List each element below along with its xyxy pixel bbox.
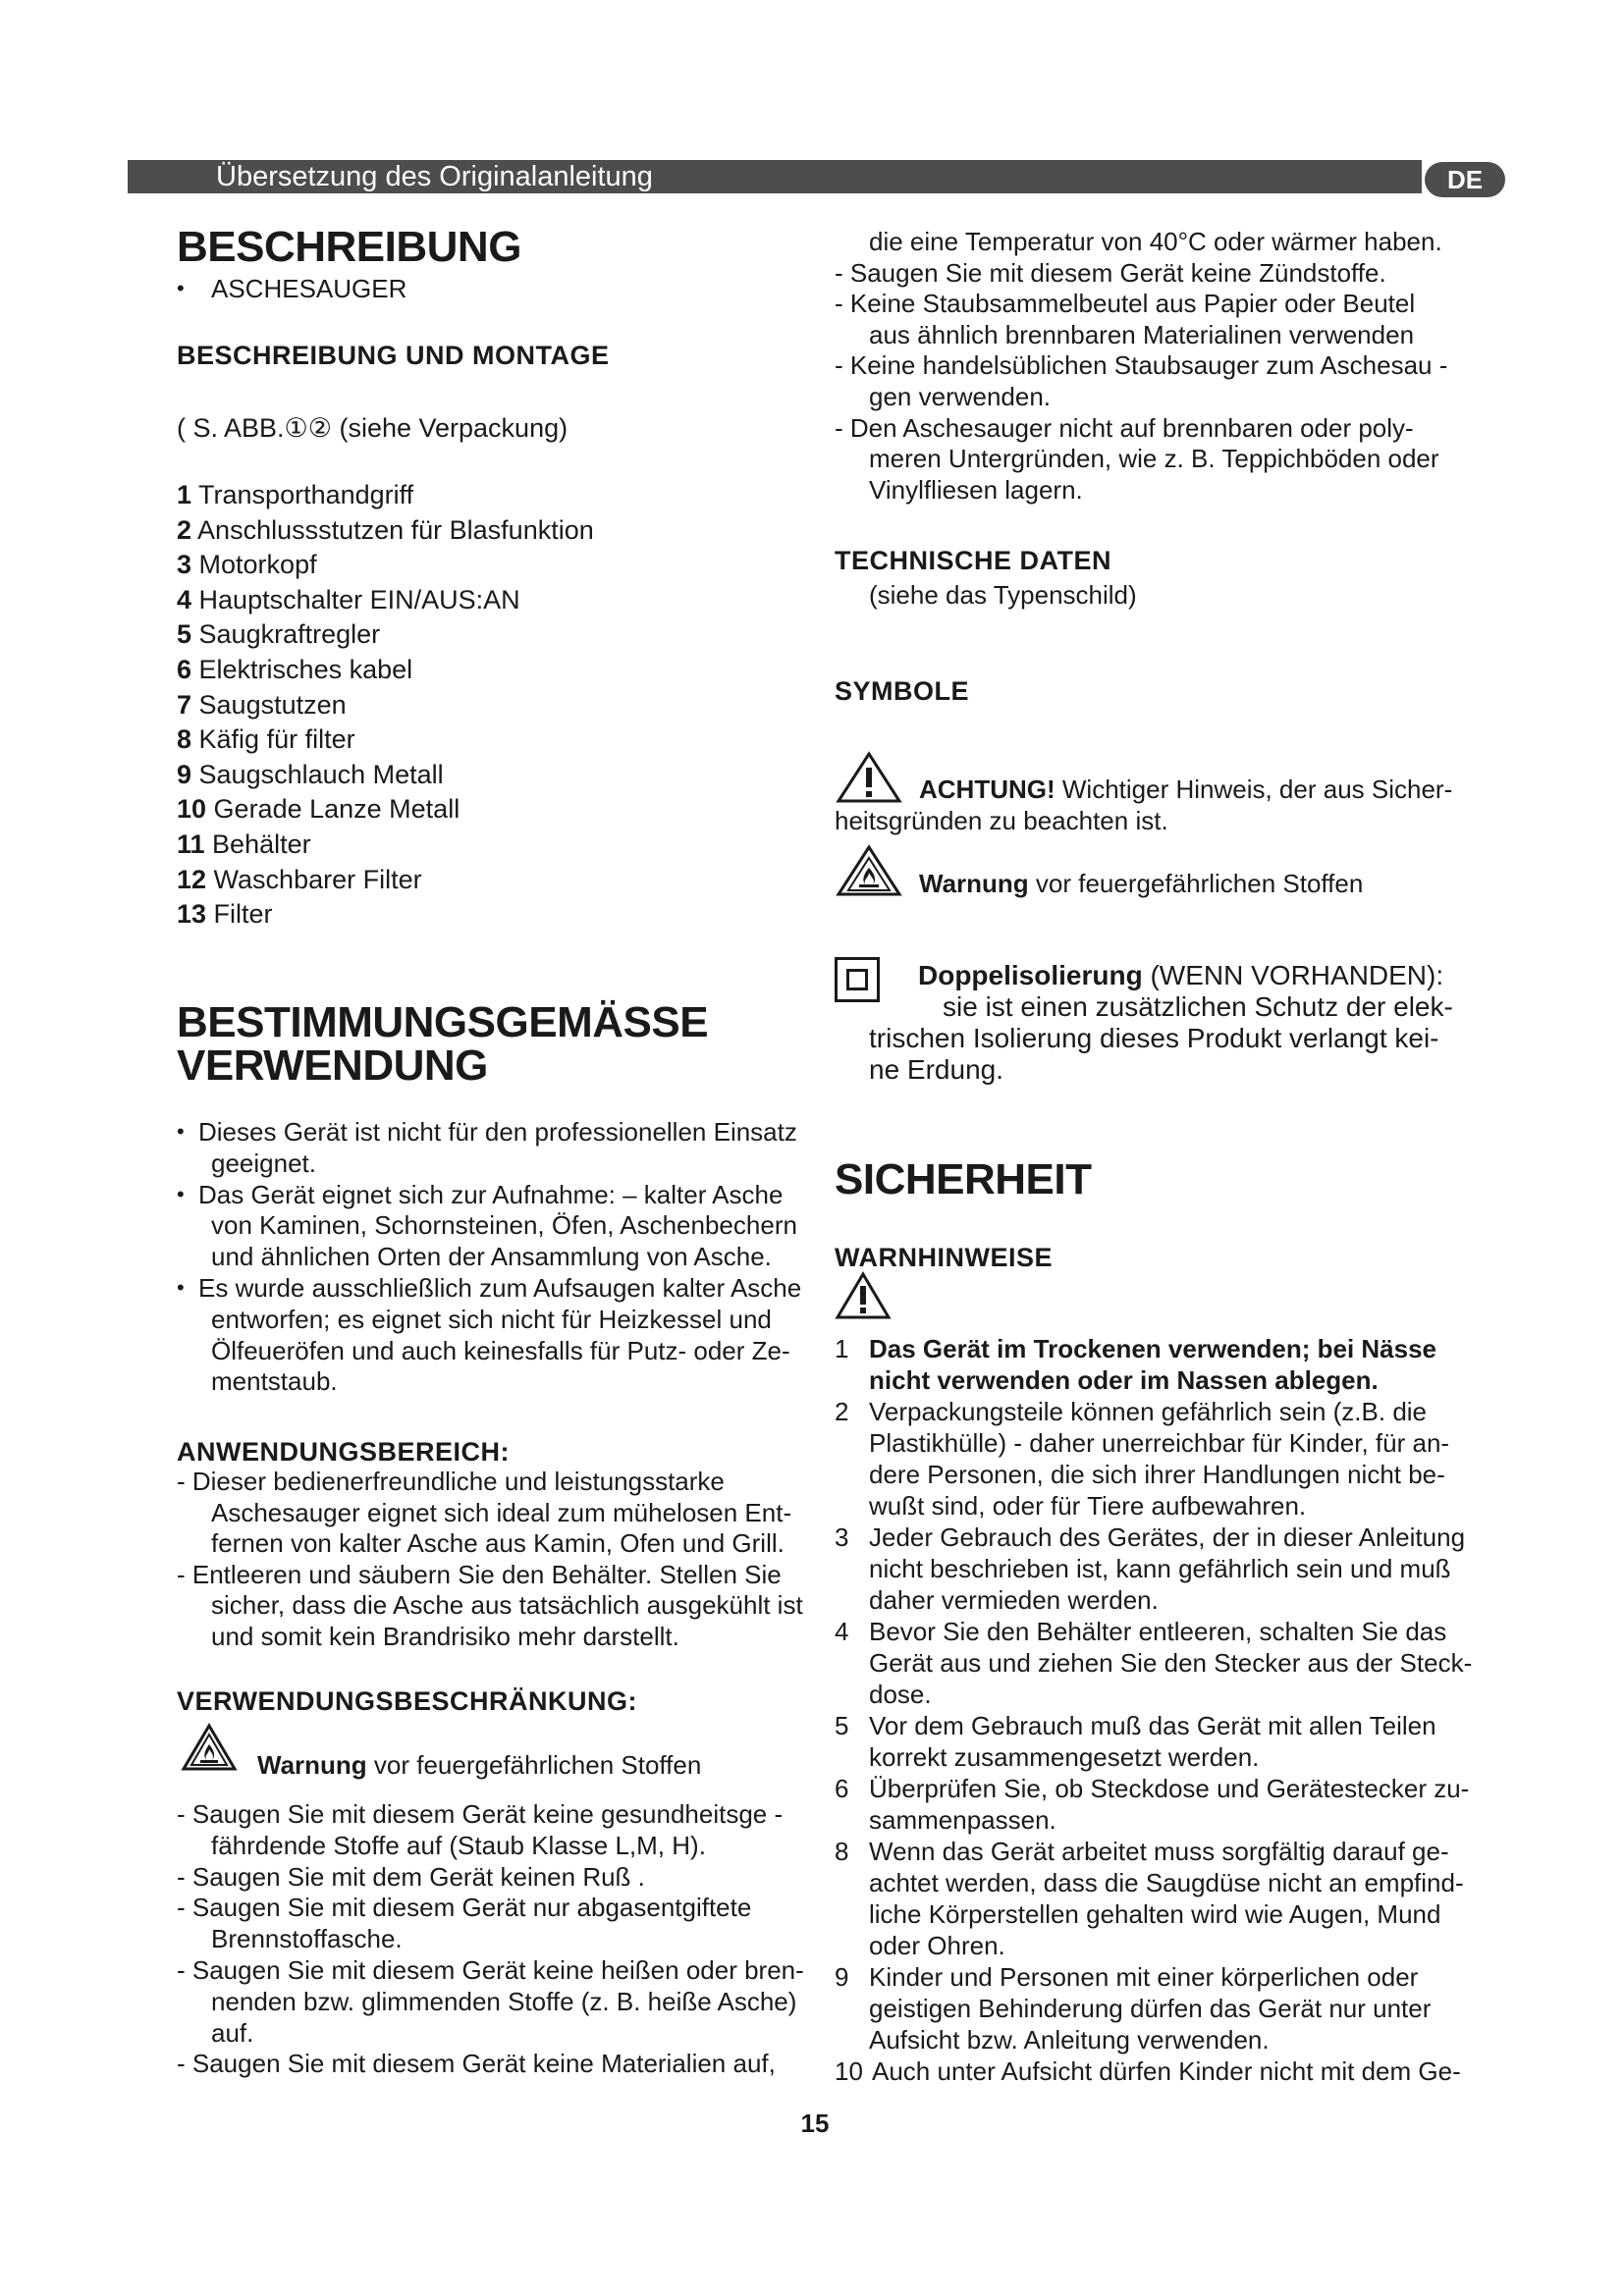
part-number: 1: [177, 480, 192, 509]
beschraenkung-line: - Saugen Sie mit diesem Gerät nur abgasentgiftete: [177, 1893, 752, 1923]
part-label: Hauptschalter EIN/AUS:AN: [191, 584, 520, 614]
warning-number: 9: [835, 1962, 849, 1992]
warning-line: geistigen Behinderung dürfen das Gerät nur unter: [869, 1994, 1432, 2023]
verwendung-line: von Kaminen, Schornsteinen, Öfen, Aschenbechern: [211, 1210, 797, 1241]
restriction-line: die eine Temperatur von 40°C oder wärmer haben.: [869, 227, 1442, 256]
technische-daten-text: (siehe das Typenschild): [869, 580, 1137, 610]
beschraenkung-line: - Saugen Sie mit diesem Gerät keine Materialien auf,: [177, 2049, 776, 2079]
part-label: Saugschlauch Metall: [191, 759, 444, 789]
part-item: [177, 654, 412, 685]
part-item: [177, 549, 317, 580]
doppel-line: ne Erdung.: [869, 1054, 1003, 1085]
warning-line: nicht verwenden oder im Nassen ablegen.: [869, 1365, 1379, 1395]
section-title-verwendung-1: BESTIMMUNGSGEMÄSSE: [177, 998, 709, 1046]
warning-line: achtet werden, dass die Saugdüse nicht an empfind-: [869, 1868, 1464, 1897]
restriction-line: aus ähnlich brennbaren Materialinen verwenden: [869, 319, 1415, 349]
warning-line: dose.: [869, 1680, 932, 1709]
part-item: [177, 864, 422, 895]
doppel-rest: (WENN VORHANDEN):: [1142, 960, 1444, 990]
warning-number: 3: [835, 1522, 849, 1552]
part-label: Transporthandgriff: [191, 480, 414, 509]
fire-warning-icon: [835, 844, 903, 897]
part-number: 6: [177, 655, 192, 684]
restriction-line: meren Untergründen, wie z. B. Teppichböden oder: [869, 444, 1439, 474]
verwendung-line: und ähnlichen Orten der Ansammlung von Asche.: [211, 1242, 772, 1272]
anwendung-line: fernen von kalter Asche aus Kamin, Ofen und Grill.: [211, 1528, 785, 1558]
part-label: Käfig für filter: [191, 724, 355, 755]
part-label: Saugkraftregler: [191, 619, 381, 650]
warning-number: 10: [835, 2056, 863, 2086]
warning-line: Auch unter Aufsicht dürfen Kinder nicht mit dem Ge-: [872, 2056, 1461, 2086]
part-label: Gerade Lanze Metall: [206, 794, 460, 825]
beschraenkung-line: Brennstoffasche.: [211, 1924, 403, 1954]
section-title-verwendung-2: VERWENDUNG: [177, 1041, 488, 1090]
part-number: 11: [177, 829, 205, 859]
achtung-line-1: [919, 774, 1452, 805]
part-number: 12: [177, 864, 207, 894]
warning-line: Verpackungsteile können gefährlich sein (z.B. die: [869, 1397, 1428, 1426]
part-number: 13: [177, 899, 207, 930]
part-item: [177, 759, 444, 790]
header-title: Übersetzung des Originalanleitung: [216, 161, 653, 192]
verwendung-line: Es wurde ausschließlich zum Aufsaugen kalter Asche: [198, 1273, 802, 1303]
section-title-beschreibung: BESCHREIBUNG: [177, 223, 521, 271]
verwendung-line: Ölfeueröfen und auch keinesfalls für Putz- oder Ze-: [211, 1335, 790, 1365]
warning-line: korrekt zusammengesetzt werden.: [869, 1742, 1260, 1772]
part-number: 10: [177, 794, 207, 825]
doppel-line-1: [918, 960, 1443, 991]
part-item: [177, 723, 355, 755]
verwendung-line: Das Gerät eignet sich zur Aufnahme: – kalter Asche: [198, 1179, 784, 1209]
caution-icon: [835, 751, 903, 804]
part-item: [177, 584, 520, 615]
warning-line: Kinder und Personen mit einer körperlichen oder: [869, 1962, 1419, 1992]
fire-warning-rest: vor feuergefährlichen Stoffen: [1028, 869, 1364, 898]
part-item: [177, 898, 273, 930]
part-label: Filter: [206, 899, 273, 930]
warning-number: 4: [835, 1617, 849, 1646]
verwendung-line: Dieses Gerät ist nicht für den professionellen Einsatz: [198, 1117, 797, 1147]
part-number: 3: [177, 550, 192, 580]
bullet-icon: •: [177, 276, 185, 300]
bullet-icon: •: [177, 1119, 185, 1144]
warning-line: Überprüfen Sie, ob Steckdose und Gerätestecker zu-: [869, 1774, 1470, 1803]
language-badge: [1425, 162, 1505, 197]
anwendung-line: - Dieser bedienerfreundliche und leistungsstarke: [177, 1467, 725, 1496]
warning-number: 2: [835, 1397, 849, 1426]
restriction-line: gen verwenden.: [869, 382, 1052, 411]
restriction-line: - Saugen Sie mit diesem Gerät keine Zündstoffe.: [835, 257, 1386, 288]
subtitle-beschraenkung: VERWENDUNGSBESCHRÄNKUNG:: [177, 1686, 638, 1716]
part-label: Motorkopf: [191, 550, 317, 580]
part-item: [177, 618, 380, 650]
achtung-rest: Wichtiger Hinweis, der aus Sicher-: [1055, 774, 1453, 804]
warning-number: 1: [835, 1334, 849, 1363]
part-label: Behälter: [204, 829, 311, 859]
header-bar: [128, 160, 1422, 193]
warning-line: Wenn das Gerät arbeitet muss sorgfältig darauf ge-: [869, 1837, 1449, 1866]
warning-line: daher vermieden werden.: [869, 1585, 1159, 1615]
doppel-line: sie ist einen zusätzlichen Schutz der elek-: [943, 991, 1453, 1022]
part-label: Anschlussstutzen für Blasfunktion: [191, 514, 594, 545]
verwendung-line: mentstaub.: [211, 1366, 338, 1397]
warning-number: 6: [835, 1774, 849, 1803]
restriction-line: - Keine handelsüblichen Staubsauger zum Aschesau -: [835, 350, 1448, 381]
warning-line: Gerät aus und ziehen Sie den Stecker aus der Steck-: [869, 1648, 1473, 1678]
page-number: 15: [800, 2109, 830, 2138]
fire-warning-icon: [181, 1723, 238, 1772]
anwendung-line: sicher, dass die Asche aus tatsächlich ausgekühlt ist: [211, 1590, 803, 1620]
warning-number: 8: [835, 1837, 849, 1866]
warning-line: liche Körperstellen gehalten wird wie Augen, Mund: [869, 1899, 1441, 1929]
restriction-line: - Den Aschesauger nicht auf brennbaren oder poly-: [835, 412, 1414, 443]
subtitle-montage: BESCHREIBUNG UND MONTAGE: [177, 341, 610, 370]
achtung-bold: ACHTUNG!: [919, 774, 1056, 804]
verwendung-line: geeignet.: [211, 1148, 316, 1178]
fire-warning-rest: vor feuergefährlichen Stoffen: [366, 1750, 702, 1780]
bullet-icon: •: [177, 1181, 185, 1206]
warning-number: 5: [835, 1711, 849, 1740]
beschraenkung-line: fährdende Stoffe auf (Staub Klasse L,M, H).: [211, 1830, 706, 1860]
part-number: 2: [177, 514, 192, 545]
anwendung-line: Aschesauger eignet sich ideal zum mühelosen Ent-: [211, 1497, 792, 1527]
anwendung-line: - Entleeren und säubern Sie den Behälter. Stellen Sie: [177, 1559, 782, 1589]
warning-line: dere Personen, die sich ihrer Handlungen nicht be-: [869, 1460, 1445, 1489]
restriction-line: - Keine Staubsammelbeutel aus Papier oder Beutel: [835, 289, 1416, 319]
subtitle-warnhinweise: WARNHINWEISE: [835, 1243, 1053, 1272]
part-number: 4: [177, 584, 192, 614]
part-label: Waschbarer Filter: [206, 864, 422, 894]
figure-reference: ( S. ABB.①② (siehe Verpackung): [177, 413, 568, 443]
fire-warning-text: [257, 1749, 701, 1781]
part-label: Elektrisches kabel: [191, 655, 413, 684]
verwendung-line: entworfen; es eignet sich nicht für Heizkessel und: [211, 1304, 772, 1334]
subtitle-technische-daten: TECHNISCHE DATEN: [835, 546, 1112, 575]
beschraenkung-line: - Saugen Sie mit diesem Gerät keine gesundheitsge -: [177, 1799, 784, 1829]
warning-line: Plastikhülle) - daher unerreichbar für Kinder, für an-: [869, 1428, 1450, 1458]
part-number: 8: [177, 724, 192, 755]
part-number: 7: [177, 689, 192, 720]
warning-line: Aufsicht bzw. Anleitung verwenden.: [869, 2025, 1270, 2055]
part-item: [177, 514, 594, 546]
warning-line: Bevor Sie den Behälter entleeren, schalten Sie das: [869, 1617, 1447, 1646]
part-item: [177, 689, 347, 721]
achtung-line-2: heitsgründen zu beachten ist.: [835, 806, 1168, 835]
part-item: [177, 793, 460, 825]
warning-line: oder Ohren.: [869, 1931, 1005, 1960]
warning-line: Jeder Gebrauch des Gerätes, der in dieser Anleitung: [869, 1522, 1466, 1552]
doppel-line: trischen Isolierung dieses Produkt verlangt kei-: [869, 1023, 1439, 1053]
beschraenkung-line: nenden bzw. glimmenden Stoffe (z. B. heiße Asche): [211, 1986, 797, 2016]
part-item: [177, 479, 413, 510]
part-number: 5: [177, 619, 192, 650]
subtitle-symbole: SYMBOLE: [835, 676, 970, 706]
restriction-line: Vinylfliesen lagern.: [869, 474, 1083, 505]
warning-line: Das Gerät im Trockenen verwenden; bei Nässe: [869, 1334, 1437, 1363]
beschraenkung-line: - Saugen Sie mit diesem Gerät keine heißen oder bren-: [177, 1955, 804, 1985]
fire-warning-bold: Warnung: [919, 869, 1029, 898]
language-code: DE: [1446, 165, 1484, 194]
doppel-bold: Doppelisolierung: [918, 960, 1143, 990]
part-item: [177, 828, 311, 860]
double-insulation-icon: [835, 957, 880, 1002]
beschraenkung-line: auf.: [211, 2017, 254, 2048]
warning-line: Vor dem Gebrauch muß das Gerät mit allen Teilen: [869, 1711, 1436, 1740]
anwendung-line: und somit kein Brandrisiko mehr darstellt.: [211, 1621, 679, 1651]
warning-line: sammenpassen.: [869, 1805, 1056, 1835]
part-number: 9: [177, 759, 192, 789]
warning-line: nicht beschrieben ist, kann gefährlich sein und muß: [869, 1554, 1451, 1583]
caution-icon: [835, 1271, 892, 1320]
beschraenkung-line: - Saugen Sie mit dem Gerät keinen Ruß .: [177, 1861, 645, 1892]
fire-warning-line: [919, 868, 1363, 899]
beschreibung-item: ASCHESAUGER: [211, 274, 407, 303]
section-title-sicherheit: SICHERHEIT: [835, 1155, 1092, 1203]
bullet-icon: •: [177, 1275, 185, 1300]
fire-warning-bold: Warnung: [257, 1750, 367, 1780]
part-label: Saugstutzen: [191, 689, 347, 720]
warning-line: wußt sind, oder für Tiere aufbewahren.: [869, 1491, 1307, 1521]
subtitle-anwendungsbereich: ANWENDUNGSBEREICH:: [177, 1437, 510, 1467]
